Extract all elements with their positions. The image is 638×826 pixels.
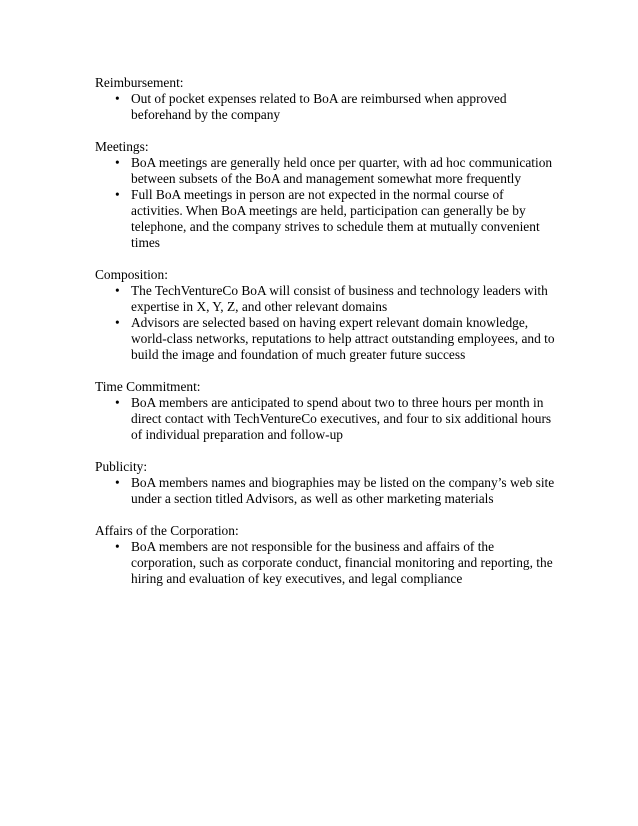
bullet-list bbox=[95, 91, 555, 123]
bullet-item bbox=[95, 91, 555, 123]
bullet-text: Full BoA meetings in person are not expected in the normal course of activities. When BoA meetings are held, participation can generally be by telephone, and the company strives to schedule them at mutually convenient times bbox=[131, 187, 540, 250]
bullet-text: BoA members are not responsible for the business and affairs of the corporation, such as corporate conduct, financial monitoring and reporting, the hiring and evaluation of key executives, and legal compliance bbox=[131, 539, 553, 586]
section-heading: Composition: bbox=[95, 267, 168, 282]
bullet-item bbox=[95, 283, 555, 315]
bullet-item bbox=[95, 539, 555, 587]
bullet-item bbox=[95, 395, 555, 443]
bullet-item bbox=[95, 155, 555, 187]
section-reimbursement bbox=[95, 75, 555, 123]
section-time-commitment bbox=[95, 379, 555, 443]
bullet-icon: • bbox=[115, 475, 120, 490]
bullet-list bbox=[95, 539, 555, 587]
bullet-list bbox=[95, 283, 555, 363]
document-body bbox=[95, 75, 555, 603]
bullet-list bbox=[95, 155, 555, 251]
section-heading: Meetings: bbox=[95, 139, 149, 154]
bullet-text: Out of pocket expenses related to BoA are reimbursed when approved beforehand by the company bbox=[131, 91, 507, 122]
bullet-list bbox=[95, 395, 555, 443]
section-publicity bbox=[95, 459, 555, 507]
bullet-icon: • bbox=[115, 187, 120, 202]
bullet-text: BoA members names and biographies may be listed on the company’s web site under a section titled Advisors, as well as other marketing materials bbox=[131, 475, 555, 506]
bullet-text: BoA members are anticipated to spend about two to three hours per month in direct contact with TechVentureCo executives, and four to six additional hours of individual preparation and follow-up bbox=[131, 395, 552, 442]
bullet-icon: • bbox=[115, 91, 120, 106]
bullet-item bbox=[95, 187, 555, 251]
bullet-icon: • bbox=[115, 539, 120, 554]
bullet-text: The TechVentureCo BoA will consist of business and technology leaders with expertise in X, Y, Z, and other relevant domains bbox=[131, 283, 548, 314]
section-composition bbox=[95, 267, 555, 363]
bullet-text: BoA meetings are generally held once per quarter, with ad hoc communication between subsets of the BoA and management somewhat more frequently bbox=[131, 155, 553, 186]
section-affairs-of-the-corporation bbox=[95, 523, 555, 587]
section-heading: Affairs of the Corporation: bbox=[95, 523, 239, 538]
section-heading: Publicity: bbox=[95, 459, 148, 474]
section-heading: Time Commitment: bbox=[95, 379, 201, 394]
bullet-item bbox=[95, 315, 555, 363]
bullet-icon: • bbox=[115, 315, 120, 330]
section-meetings bbox=[95, 139, 555, 251]
section-heading: Reimbursement: bbox=[95, 75, 184, 90]
bullet-list bbox=[95, 475, 555, 507]
bullet-item bbox=[95, 475, 555, 507]
bullet-icon: • bbox=[115, 283, 120, 298]
bullet-text: Advisors are selected based on having expert relevant domain knowledge, world-class networks, reputations to help attract outstanding employees, and to build the image and foundation of much greater future success bbox=[131, 315, 555, 362]
bullet-icon: • bbox=[115, 155, 120, 170]
bullet-icon: • bbox=[115, 395, 120, 410]
